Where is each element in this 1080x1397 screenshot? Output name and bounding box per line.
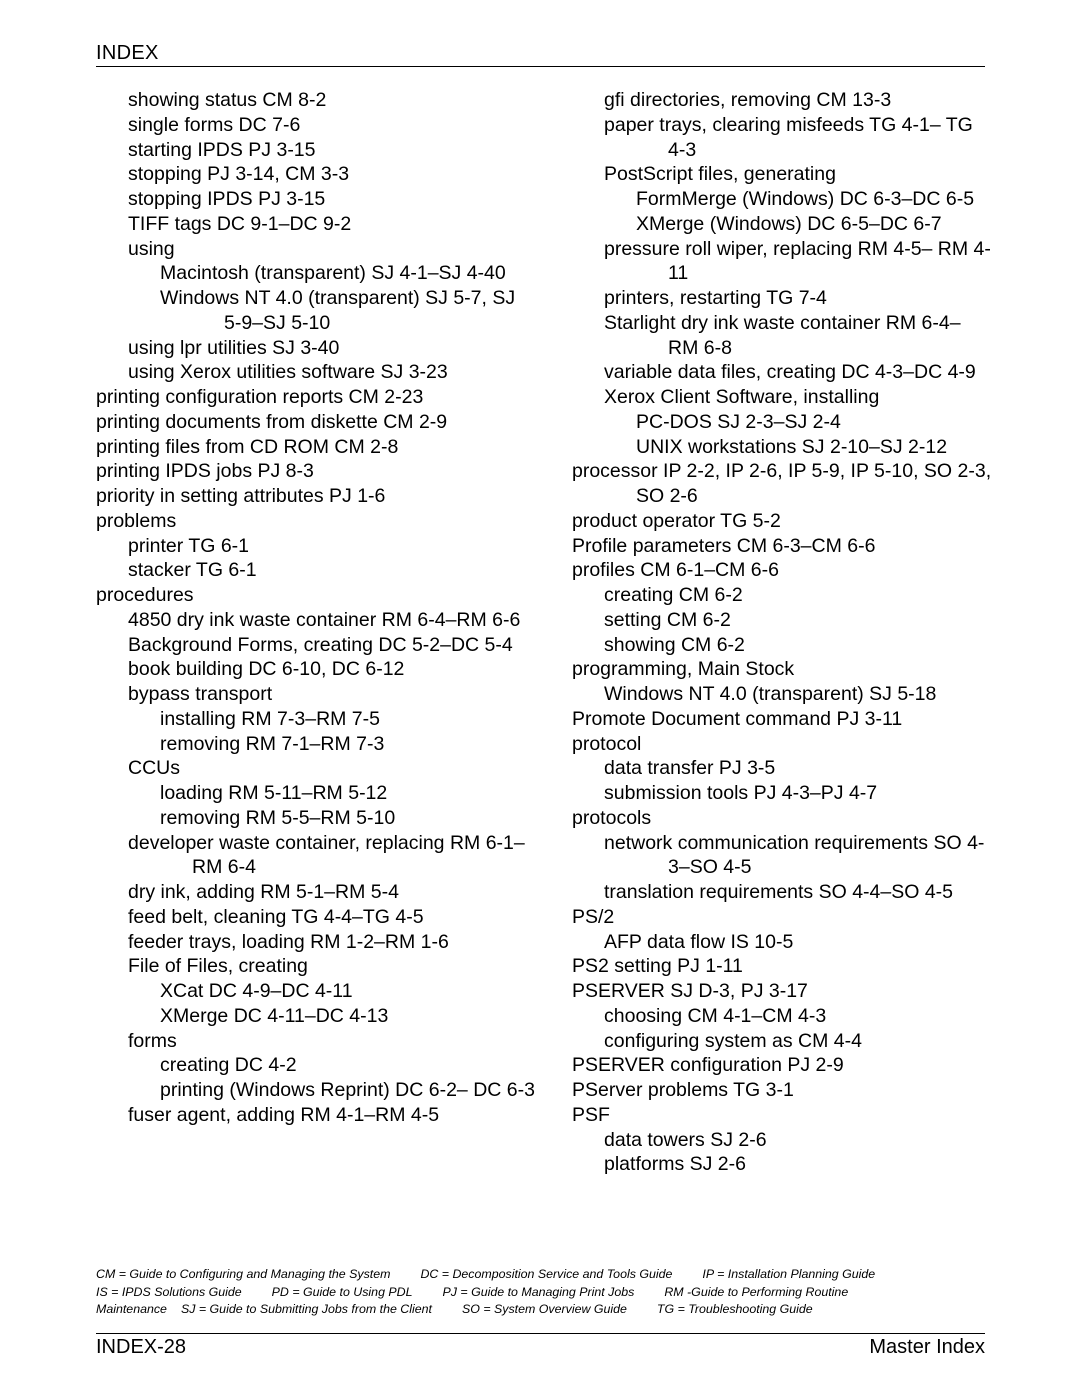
legend-item: SO = System Overview Guide <box>462 1302 627 1317</box>
index-entry: single forms DC 7-6 <box>128 113 301 136</box>
index-entry: printer TG 6-1 <box>128 534 250 557</box>
legend-item: PJ = Guide to Managing Print Jobs <box>442 1284 635 1299</box>
footer-rule <box>96 1333 985 1334</box>
index-entry: feed belt, cleaning TG 4-4–TG 4-5 <box>128 905 424 928</box>
index-entry: removing RM 5-5–RM 5-10 <box>160 806 396 829</box>
index-entry: TIFF tags DC 9-1–DC 9-2 <box>128 212 352 235</box>
index-entry: processor IP 2-2, IP 2-6, IP 5-9, IP 5-10, SO 2-3, SO 2-6 <box>572 460 992 507</box>
index-entry: pressure roll wiper, replacing RM 4-5– RM 4-11 <box>604 237 991 285</box>
index-entry: PSERVER SJ D-3, PJ 3-17 <box>572 980 808 1002</box>
index-entry: setting CM 6-2 <box>604 608 731 631</box>
index-entry: installing RM 7-3–RM 7-5 <box>160 707 380 730</box>
legend-item: TG = Troubleshooting Guide <box>656 1302 813 1317</box>
legend-line-3 <box>96 1301 996 1319</box>
index-entry: printing files from CD ROM CM 2-8 <box>96 435 399 458</box>
index-entry: Starlight dry ink waste container RM 6-4– RM 6-8 <box>604 311 961 359</box>
legend-item: RM -Guide to Performing Routine <box>664 1284 849 1299</box>
index-entry: starting IPDS PJ 3-15 <box>128 138 316 161</box>
index-entry: bypass transport <box>128 683 273 705</box>
index-entry: PS/2 <box>572 905 615 928</box>
index-entry: product operator TG 5-2 <box>572 509 781 532</box>
abbreviation-legend <box>96 1266 996 1319</box>
index-entry: using <box>128 237 175 260</box>
index-entry: printing documents from diskette CM 2-9 <box>96 410 448 433</box>
legend-line-1 <box>96 1266 996 1284</box>
index-entry: data transfer PJ 3-5 <box>604 757 776 780</box>
index-entry: forms <box>128 1029 177 1052</box>
index-entry: printing IPDS jobs PJ 8-3 <box>96 460 314 483</box>
header-rule <box>96 66 985 67</box>
index-entry: creating DC 4-2 <box>160 1054 297 1077</box>
index-entry: protocols <box>572 806 652 829</box>
footer-section-title: Master Index <box>869 1336 985 1358</box>
index-entry: book building DC 6-10, DC 6-12 <box>128 658 405 681</box>
index-entry: programming, Main Stock <box>572 658 795 681</box>
index-entry: FormMerge (Windows) DC 6-3–DC 6-5 <box>636 188 975 210</box>
legend-item: SJ = Guide to Submitting Jobs from the Client <box>180 1302 432 1317</box>
index-entry: loading RM 5-11–RM 5-12 <box>160 782 388 804</box>
index-entry: problems <box>96 509 177 532</box>
index-entry: AFP data flow IS 10-5 <box>604 930 794 953</box>
index-entry: PS2 setting PJ 1-11 <box>572 955 743 978</box>
index-entry: dry ink, adding RM 5-1–RM 5-4 <box>128 881 399 903</box>
index-entry: removing RM 7-1–RM 7-3 <box>160 732 385 755</box>
index-column-right <box>572 88 992 1177</box>
legend-item: Maintenance <box>96 1302 167 1317</box>
index-entry: XMerge (Windows) DC 6-5–DC 6-7 <box>636 212 942 235</box>
index-entry: PSF <box>572 1103 610 1126</box>
index-entry: printing (Windows Reprint) DC 6-2– DC 6-3 <box>160 1079 535 1101</box>
index-entry: showing status CM 8-2 <box>128 89 327 111</box>
index-entry: Xerox Client Software, installing <box>604 386 880 408</box>
index-entry: choosing CM 4-1–CM 4-3 <box>604 1004 827 1027</box>
index-entry: XMerge DC 4-11–DC 4-13 <box>160 1004 389 1027</box>
index-entry: paper trays, clearing misfeeds TG 4-1– TG 4-3 <box>604 113 973 161</box>
index-entry: File of Files, creating <box>128 955 308 978</box>
index-entry: Background Forms, creating DC 5-2–DC 5-4 <box>128 633 513 656</box>
index-entry: printing configuration reports CM 2-23 <box>96 386 424 408</box>
legend-item: PD = Guide to Using PDL <box>271 1284 413 1299</box>
index-entry: variable data files, creating DC 4-3–DC 4-9 <box>604 361 976 384</box>
index-entry: creating CM 6-2 <box>604 584 743 606</box>
index-column-left <box>96 88 536 1128</box>
index-entry: Windows NT 4.0 (transparent) SJ 5-18 <box>604 683 937 705</box>
index-entry: Promote Document command PJ 3-11 <box>572 707 903 730</box>
index-entry: network communication requirements SO 4-3–SO 4-5 <box>604 831 985 879</box>
legend-item: CM = Guide to Configuring and Managing the System <box>96 1267 391 1281</box>
index-entry: Windows NT 4.0 (transparent) SJ 5-7, SJ 5-9–SJ 5-10 <box>160 287 516 334</box>
index-entry: configuring system as CM 4-4 <box>604 1029 862 1052</box>
index-entry: priority in setting attributes PJ 1-6 <box>96 485 386 507</box>
index-entry: data towers SJ 2-6 <box>604 1128 767 1151</box>
index-entry: fuser agent, adding RM 4-1–RM 4-5 <box>128 1103 440 1126</box>
index-entry: XCat DC 4-9–DC 4-11 <box>160 980 353 1002</box>
index-entry: feeder trays, loading RM 1-2–RM 1-6 <box>128 930 449 953</box>
index-entry: developer waste container, replacing RM 6-1–RM 6-4 <box>128 831 525 879</box>
legend-line-2 <box>96 1284 996 1302</box>
page-header-title: INDEX <box>96 42 159 64</box>
index-entry: submission tools PJ 4-3–PJ 4-7 <box>604 782 878 804</box>
index-entry: UNIX workstations SJ 2-10–SJ 2-12 <box>636 435 948 458</box>
index-entry: stacker TG 6-1 <box>128 559 257 582</box>
index-entry: using lpr utilities SJ 3-40 <box>128 336 340 359</box>
legend-item: IP = Installation Planning Guide <box>702 1267 876 1281</box>
index-entry: printers, restarting TG 7-4 <box>604 287 827 309</box>
index-entry: platforms SJ 2-6 <box>604 1153 746 1176</box>
index-entry: PSERVER configuration PJ 2-9 <box>572 1054 844 1077</box>
index-entry: procedures <box>96 584 194 606</box>
index-entry: profiles CM 6-1–CM 6-6 <box>572 559 779 582</box>
index-entry: showing CM 6-2 <box>604 633 745 656</box>
index-entry: using Xerox utilities software SJ 3-23 <box>128 361 448 384</box>
index-entry: PServer problems TG 3-1 <box>572 1079 794 1101</box>
legend-item: IS = IPDS Solutions Guide <box>96 1284 242 1299</box>
index-entry: gfi directories, removing CM 13-3 <box>604 89 892 111</box>
index-entry: protocol <box>572 732 642 755</box>
index-entry: stopping PJ 3-14, CM 3-3 <box>128 163 350 186</box>
index-entry: Profile parameters CM 6-3–CM 6-6 <box>572 534 876 557</box>
index-entry: PC-DOS SJ 2-3–SJ 2-4 <box>636 410 841 433</box>
index-entry: 4850 dry ink waste container RM 6-4–RM 6-6 <box>128 608 521 631</box>
index-entry: stopping IPDS PJ 3-15 <box>128 188 326 210</box>
index-entry: PostScript files, generating <box>604 163 836 186</box>
index-entry: CCUs <box>128 757 180 780</box>
index-entry: translation requirements SO 4-4–SO 4-5 <box>604 881 954 903</box>
index-entry: Macintosh (transparent) SJ 4-1–SJ 4-40 <box>160 262 506 285</box>
legend-item: DC = Decomposition Service and Tools Guide <box>420 1267 673 1281</box>
footer-page-number: INDEX-28 <box>96 1336 187 1358</box>
